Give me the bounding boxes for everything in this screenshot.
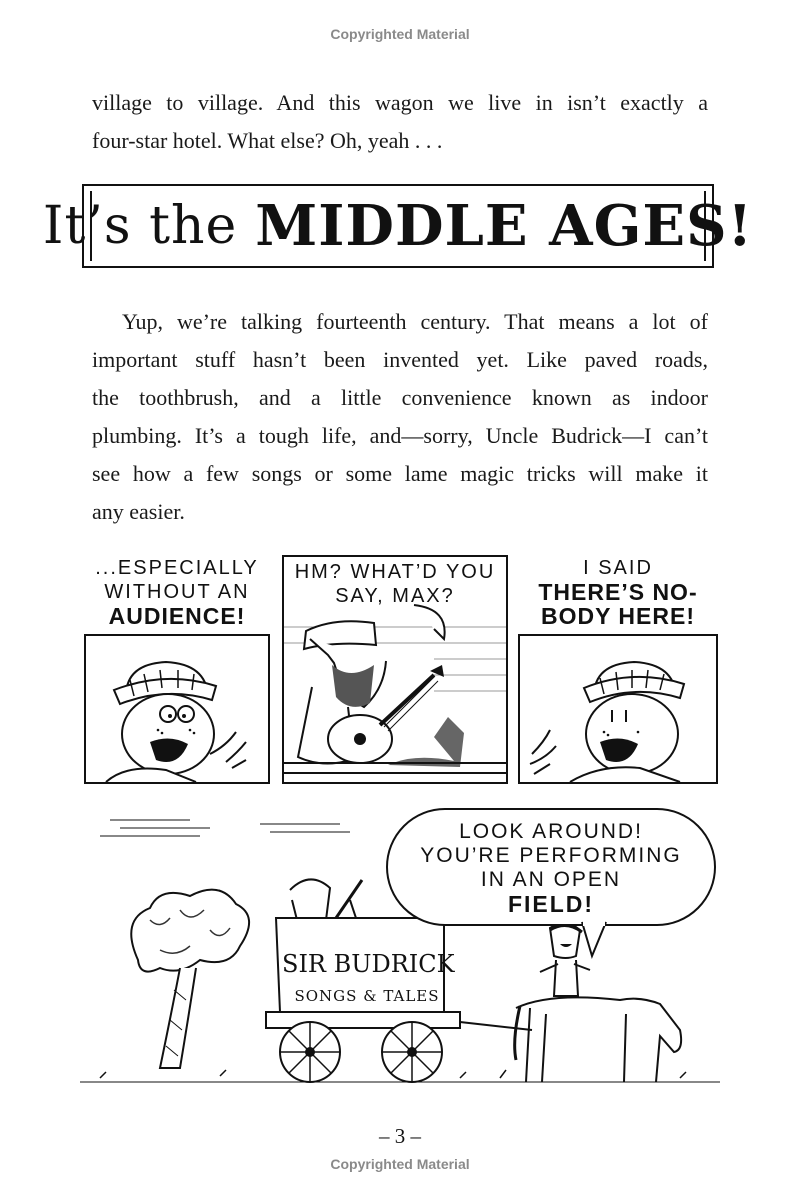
boy-shouting-illustration bbox=[86, 636, 268, 782]
caption-line: HM? WHAT’D YOU bbox=[294, 561, 496, 583]
wagon-sign-subtitle: SONGS & TALES bbox=[294, 987, 440, 1005]
speech-bubble-tail bbox=[580, 920, 610, 960]
caption-line: WITHOUT AN bbox=[104, 581, 250, 603]
caption-line: AUDIENCE! bbox=[108, 603, 246, 629]
banner-lead: It’s the bbox=[42, 196, 238, 256]
bubble-line: YOU’RE PERFORMING bbox=[420, 844, 682, 867]
speech-bubble-text bbox=[386, 820, 716, 916]
panel1-caption bbox=[84, 556, 270, 628]
text-line: see how a few songs or some lame magic tricks will make it bbox=[92, 461, 708, 486]
comic-panel-3 bbox=[518, 634, 718, 784]
panel2-speech bbox=[286, 560, 504, 608]
bubble-line: LOOK AROUND! bbox=[459, 820, 643, 843]
banner-emphasis: MIDDLE AGES! bbox=[255, 193, 754, 259]
text-line: any easier. bbox=[92, 499, 185, 524]
comic-panel-1 bbox=[84, 634, 270, 784]
boy-yelling-illustration bbox=[520, 636, 716, 782]
body-paragraph bbox=[92, 303, 708, 531]
wagon-sign-title: SIR BUDRICK bbox=[282, 950, 455, 978]
text-line: Yup, we’re talking fourteenth century. That means a lot of bbox=[122, 309, 708, 334]
panel3-caption bbox=[518, 556, 718, 628]
copyright-header: Copyrighted Material bbox=[330, 26, 470, 42]
page-number: – 3 – bbox=[379, 1124, 421, 1148]
bubble-line-part: IN AN OPEN bbox=[480, 868, 622, 891]
text-line: the toothbrush, and a little convenience known as indoor bbox=[92, 385, 708, 410]
copyright-footer: Copyrighted Material bbox=[330, 1156, 470, 1172]
caption-line: ...ESPECIALLY bbox=[95, 557, 259, 579]
text-line: important stuff hasn’t been invented yet. Like paved roads, bbox=[92, 347, 708, 372]
caption-line: SAY, MAX? bbox=[335, 585, 455, 607]
bubble-line: FIELD! bbox=[507, 891, 595, 917]
caption-line: THERE’S NO- bbox=[538, 579, 698, 605]
caption-line: BODY HERE! bbox=[541, 603, 695, 629]
text-line: village to village. And this wagon we live in isn’t exactly a bbox=[92, 90, 708, 115]
text-line: four-star hotel. What else? Oh, yeah . . . bbox=[92, 128, 443, 153]
bubble-line bbox=[386, 868, 716, 892]
text-line: plumbing. It’s a tough life, and—sorry, Uncle Budrick—I can’t bbox=[92, 423, 708, 448]
caption-line: I SAID bbox=[583, 557, 653, 579]
intro-text bbox=[92, 84, 708, 160]
chapter-banner bbox=[42, 184, 754, 268]
